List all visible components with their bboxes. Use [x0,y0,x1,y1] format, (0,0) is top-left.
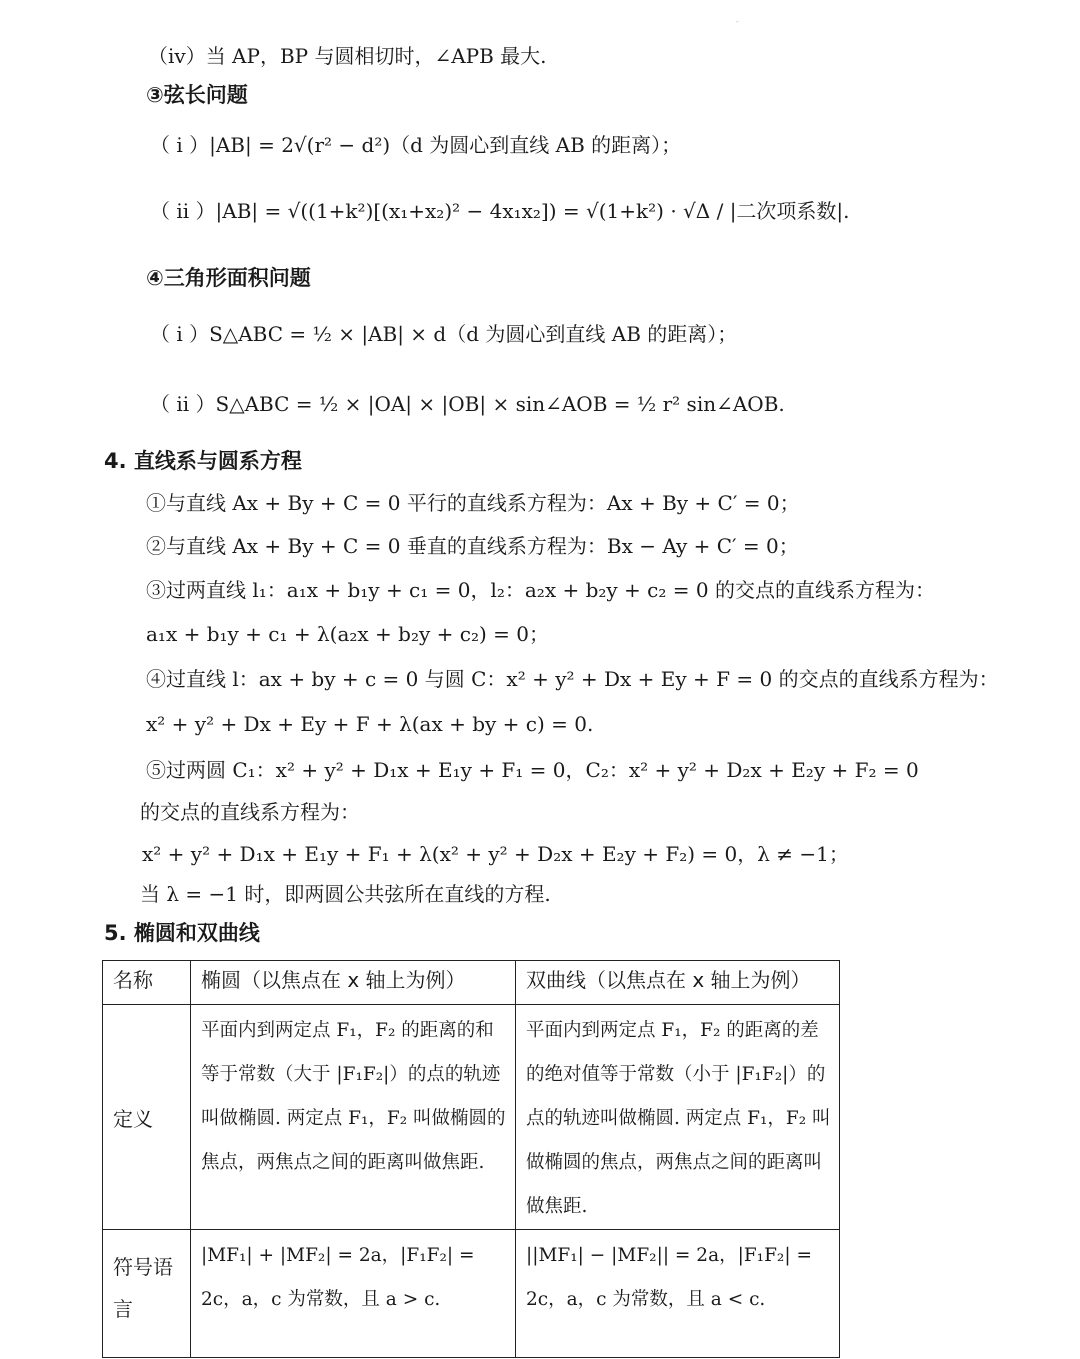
section-4-title: 4. 直线系与圆系方程 [104,449,302,473]
line-system-two-lines-equation: a₁x + b₁y + c₁ + λ(a₂x + b₂y + c₂) = 0； [146,622,549,646]
table-row [103,1005,840,1230]
line-circle-system-equation: x² + y² + Dx + Ey + F + λ(ax + by + c) = 0. [146,712,594,736]
header-name: 名称 [103,961,191,1005]
chord-formula-ii: （ ii ）|AB| = √((1+k²)[(x₁+x₂)² − 4x₁x₂]) = √(1+k²) · √Δ / |二次项系数|. [150,199,850,223]
line-system-parallel: ①与直线 Ax + By + C = 0 平行的直线系方程为：Ax + By + C′ = 0； [146,491,800,515]
two-circle-system-cont: 的交点的直线系方程为： [140,800,360,824]
heading-chord-length: ③弦长问题 [146,83,248,107]
table-header-row [103,961,840,1005]
hyperbola-symbolic: ||MF₁| − |MF₂|| = 2a，|F₁F₂| = 2c，a，c 为常数，且 a < c. [516,1230,840,1358]
two-circle-system: ⑤过两圆 C₁：x² + y² + D₁x + E₁y + F₁ = 0，C₂：x² + y² + D₂x + E₂y + F₂ = 0 [146,758,919,782]
table-row [103,1230,840,1358]
row-label-symbolic: 符号语言 [103,1230,191,1358]
chord-formula-i: （ i ）|AB| = 2√(r² − d²)（d 为圆心到直线 AB 的距离）； [150,133,682,157]
corner-mark: - [736,17,739,26]
row-label-definition: 定义 [103,1005,191,1230]
heading-triangle-area: ④三角形面积问题 [146,266,311,290]
line-system-two-lines: ③过两直线 l₁：a₁x + b₁y + c₁ = 0，l₂：a₂x + b₂y + c₂ = 0 的交点的直线系方程为： [146,578,935,602]
hyperbola-definition: 平面内到两定点 F₁，F₂ 的距离的差的绝对值等于常数（小于 |F₁F₂|）的点的轨迹叫做椭圆. 两定点 F₁，F₂ 叫做椭圆的焦点，两焦点之间的距离叫做焦距. [516,1005,840,1230]
area-formula-ii: （ ii ）S△ABC = ½ × |OA| × |OB| × sin∠AOB = ½ r² sin∠AOB. [150,392,785,416]
line-system-perpendicular: ②与直线 Ax + By + C = 0 垂直的直线系方程为：Bx − Ay + C′ = 0； [146,534,799,558]
header-ellipse: 椭圆（以焦点在 x 轴上为例） [191,961,516,1005]
common-chord-note: 当 λ = −1 时，即两圆公共弦所在直线的方程. [140,882,551,906]
ellipse-definition: 平面内到两定点 F₁，F₂ 的距离的和等于常数（大于 |F₁F₂|）的点的轨迹叫做椭圆. 两定点 F₁，F₂ 叫做椭圆的焦点，两焦点之间的距离叫做焦距. [191,1005,516,1230]
header-hyperbola: 双曲线（以焦点在 x 轴上为例） [516,961,840,1005]
ellipse-symbolic: |MF₁| + |MF₂| = 2a，|F₁F₂| = 2c，a，c 为常数，且 a > c. [191,1230,516,1358]
area-formula-i: （ i ）S△ABC = ½ × |AB| × d（d 为圆心到直线 AB 的距离）； [150,322,738,346]
section-5-title: 5. 椭圆和双曲线 [104,921,260,945]
ellipse-hyperbola-table [102,960,840,1358]
tangent-max-angle-line: （iv）当 AP，BP 与圆相切时，∠APB 最大. [148,44,547,68]
line-circle-system: ④过直线 l：ax + by + c = 0 与圆 C：x² + y² + Dx + Ey + F = 0 的交点的直线系方程为： [146,667,999,691]
two-circle-system-equation: x² + y² + D₁x + E₁y + F₁ + λ(x² + y² + D₂x + E₂y + F₂) = 0，λ ≠ −1； [142,842,849,866]
